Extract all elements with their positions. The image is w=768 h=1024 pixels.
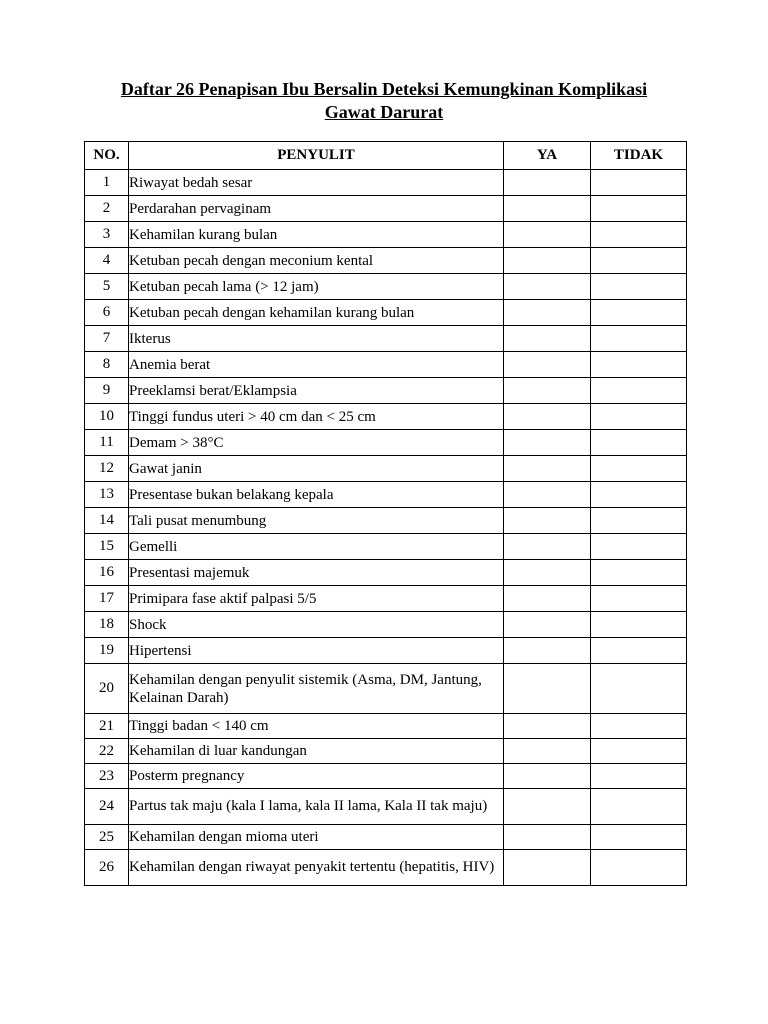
table-row <box>85 430 687 456</box>
row-tidak-cell[interactable] <box>591 850 687 886</box>
row-penyulit: Tali pusat menumbung <box>129 508 504 534</box>
row-tidak-cell[interactable] <box>591 378 687 404</box>
row-number: 6 <box>85 300 129 326</box>
row-ya-cell[interactable] <box>504 378 591 404</box>
row-tidak-cell[interactable] <box>591 638 687 664</box>
row-tidak-cell[interactable] <box>591 739 687 764</box>
document-title <box>60 78 708 124</box>
row-ya-cell[interactable] <box>504 222 591 248</box>
table-header-row <box>85 142 687 170</box>
table-row <box>85 274 687 300</box>
table-body <box>85 170 687 886</box>
row-ya-cell[interactable] <box>504 560 591 586</box>
table-row <box>85 352 687 378</box>
table-row <box>85 170 687 196</box>
row-number: 15 <box>85 534 129 560</box>
row-number: 25 <box>85 825 129 850</box>
row-number: 2 <box>85 196 129 222</box>
row-penyulit: Primipara fase aktif palpasi 5/5 <box>129 586 504 612</box>
row-number: 1 <box>85 170 129 196</box>
row-ya-cell[interactable] <box>504 739 591 764</box>
row-penyulit: Posterm pregnancy <box>129 764 504 789</box>
row-number: 26 <box>85 850 129 886</box>
row-number: 16 <box>85 560 129 586</box>
row-ya-cell[interactable] <box>504 714 591 739</box>
row-ya-cell[interactable] <box>504 789 591 825</box>
row-penyulit: Kehamilan di luar kandungan <box>129 739 504 764</box>
table-row <box>85 586 687 612</box>
row-number: 24 <box>85 789 129 825</box>
row-tidak-cell[interactable] <box>591 300 687 326</box>
row-penyulit: Presentase bukan belakang kepala <box>129 482 504 508</box>
row-number: 18 <box>85 612 129 638</box>
row-ya-cell[interactable] <box>504 508 591 534</box>
row-ya-cell[interactable] <box>504 430 591 456</box>
header-penyulit: PENYULIT <box>129 142 504 170</box>
row-penyulit: Kehamilan dengan riwayat penyakit tertentu (hepatitis, HIV) <box>129 850 504 886</box>
row-penyulit: Partus tak maju (kala I lama, kala II lama, Kala II tak maju) <box>129 789 504 825</box>
table-row <box>85 612 687 638</box>
row-tidak-cell[interactable] <box>591 456 687 482</box>
table-row <box>85 248 687 274</box>
row-penyulit: Shock <box>129 612 504 638</box>
row-ya-cell[interactable] <box>504 404 591 430</box>
table-row <box>85 664 687 714</box>
row-tidak-cell[interactable] <box>591 248 687 274</box>
row-penyulit: Riwayat bedah sesar <box>129 170 504 196</box>
title-line-2: Gawat Darurat <box>324 102 444 122</box>
row-number: 19 <box>85 638 129 664</box>
row-ya-cell[interactable] <box>504 456 591 482</box>
row-penyulit: Kehamilan kurang bulan <box>129 222 504 248</box>
row-penyulit: Preeklamsi berat/Eklampsia <box>129 378 504 404</box>
table-row <box>85 482 687 508</box>
table-row <box>85 456 687 482</box>
row-penyulit: Ikterus <box>129 326 504 352</box>
row-number: 14 <box>85 508 129 534</box>
title-line-1: Daftar 26 Penapisan Ibu Bersalin Deteksi Kemungkinan Komplikasi <box>120 79 648 99</box>
header-tidak: TIDAK <box>591 142 687 170</box>
row-penyulit: Ketuban pecah lama (> 12 jam) <box>129 274 504 300</box>
table-row <box>85 825 687 850</box>
row-number: 20 <box>85 664 129 714</box>
row-tidak-cell[interactable] <box>591 560 687 586</box>
row-number: 5 <box>85 274 129 300</box>
row-ya-cell[interactable] <box>504 638 591 664</box>
row-penyulit: Anemia berat <box>129 352 504 378</box>
table-row <box>85 789 687 825</box>
table-row <box>85 508 687 534</box>
row-tidak-cell[interactable] <box>591 534 687 560</box>
row-ya-cell[interactable] <box>504 764 591 789</box>
row-ya-cell[interactable] <box>504 586 591 612</box>
row-tidak-cell[interactable] <box>591 274 687 300</box>
row-penyulit: Hipertensi <box>129 638 504 664</box>
row-ya-cell[interactable] <box>504 300 591 326</box>
table-row <box>85 326 687 352</box>
row-number: 11 <box>85 430 129 456</box>
row-tidak-cell[interactable] <box>591 789 687 825</box>
table-row <box>85 404 687 430</box>
row-ya-cell[interactable] <box>504 274 591 300</box>
table-row <box>85 560 687 586</box>
row-ya-cell[interactable] <box>504 825 591 850</box>
row-number: 12 <box>85 456 129 482</box>
row-penyulit: Tinggi fundus uteri > 40 cm dan < 25 cm <box>129 404 504 430</box>
row-tidak-cell[interactable] <box>591 586 687 612</box>
row-ya-cell[interactable] <box>504 196 591 222</box>
row-ya-cell[interactable] <box>504 534 591 560</box>
row-penyulit: Kehamilan dengan mioma uteri <box>129 825 504 850</box>
row-tidak-cell[interactable] <box>591 482 687 508</box>
row-ya-cell[interactable] <box>504 850 591 886</box>
row-penyulit: Tinggi badan < 140 cm <box>129 714 504 739</box>
row-ya-cell[interactable] <box>504 326 591 352</box>
row-tidak-cell[interactable] <box>591 764 687 789</box>
row-number: 21 <box>85 714 129 739</box>
row-tidak-cell[interactable] <box>591 196 687 222</box>
row-number: 8 <box>85 352 129 378</box>
row-ya-cell[interactable] <box>504 170 591 196</box>
table-row <box>85 378 687 404</box>
row-number: 22 <box>85 739 129 764</box>
row-ya-cell[interactable] <box>504 482 591 508</box>
table-row <box>85 534 687 560</box>
row-tidak-cell[interactable] <box>591 170 687 196</box>
row-number: 7 <box>85 326 129 352</box>
row-tidak-cell[interactable] <box>591 825 687 850</box>
row-tidak-cell[interactable] <box>591 664 687 714</box>
row-penyulit: Ketuban pecah dengan kehamilan kurang bulan <box>129 300 504 326</box>
row-number: 17 <box>85 586 129 612</box>
row-tidak-cell[interactable] <box>591 430 687 456</box>
table-row <box>85 850 687 886</box>
row-ya-cell[interactable] <box>504 352 591 378</box>
row-ya-cell[interactable] <box>504 612 591 638</box>
row-penyulit: Demam > 38°C <box>129 430 504 456</box>
row-tidak-cell[interactable] <box>591 714 687 739</box>
row-number: 13 <box>85 482 129 508</box>
row-number: 3 <box>85 222 129 248</box>
row-penyulit: Ketuban pecah dengan meconium kental <box>129 248 504 274</box>
row-penyulit: Gawat janin <box>129 456 504 482</box>
row-tidak-cell[interactable] <box>591 326 687 352</box>
row-number: 10 <box>85 404 129 430</box>
row-number: 4 <box>85 248 129 274</box>
table-row <box>85 638 687 664</box>
row-tidak-cell[interactable] <box>591 508 687 534</box>
table-row <box>85 739 687 764</box>
table-row <box>85 196 687 222</box>
row-tidak-cell[interactable] <box>591 404 687 430</box>
row-penyulit: Perdarahan pervaginam <box>129 196 504 222</box>
table-row <box>85 222 687 248</box>
table-row <box>85 300 687 326</box>
row-number: 9 <box>85 378 129 404</box>
row-ya-cell[interactable] <box>504 664 591 714</box>
screening-table <box>84 141 687 886</box>
row-penyulit: Kehamilan dengan penyulit sistemik (Asma, DM, Jantung, Kelainan Darah) <box>129 664 504 714</box>
table-row <box>85 764 687 789</box>
row-penyulit: Gemelli <box>129 534 504 560</box>
row-number: 23 <box>85 764 129 789</box>
header-no: NO. <box>85 142 129 170</box>
header-ya: YA <box>504 142 591 170</box>
table-row <box>85 714 687 739</box>
row-tidak-cell[interactable] <box>591 222 687 248</box>
row-tidak-cell[interactable] <box>591 612 687 638</box>
row-tidak-cell[interactable] <box>591 352 687 378</box>
row-penyulit: Presentasi majemuk <box>129 560 504 586</box>
row-ya-cell[interactable] <box>504 248 591 274</box>
